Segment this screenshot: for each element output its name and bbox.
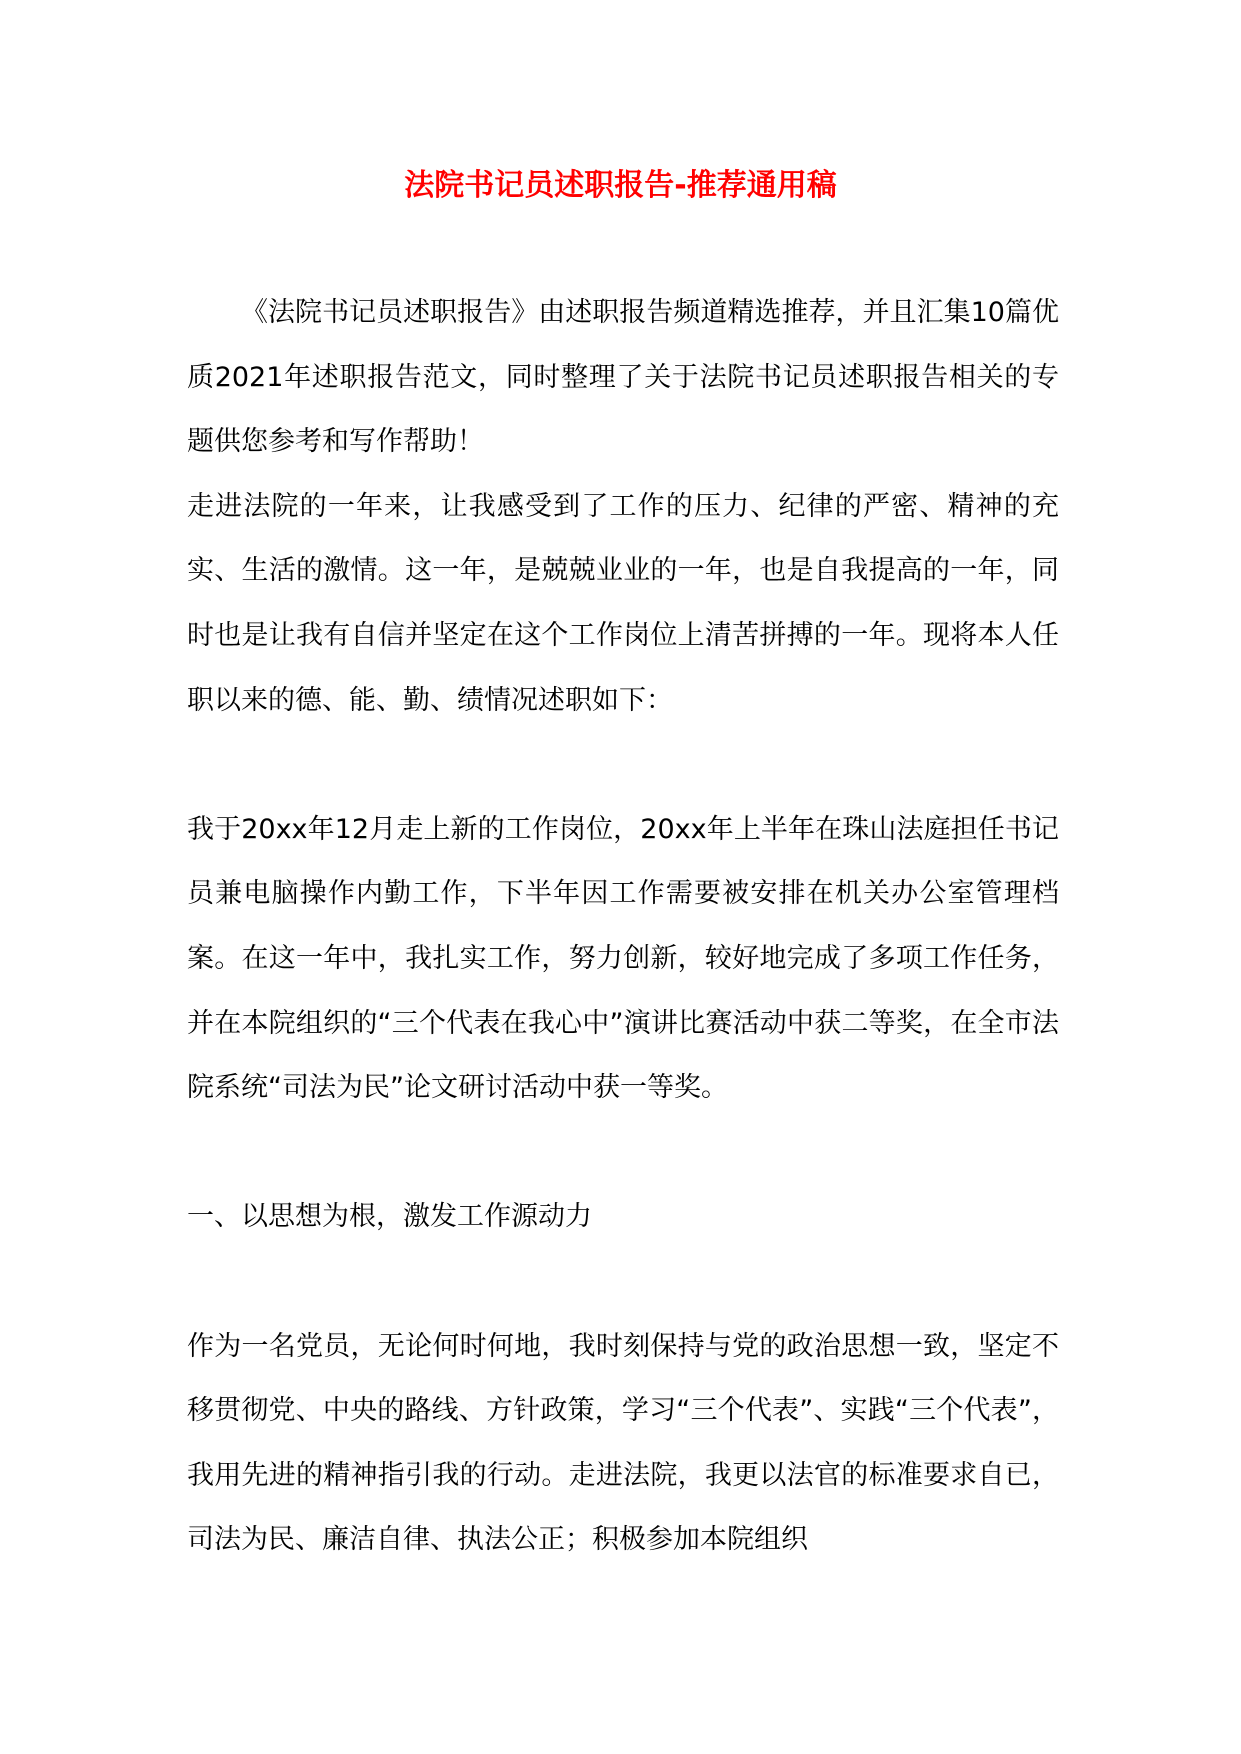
paragraph-spacer bbox=[187, 733, 1059, 798]
overview-paragraph: 走进法院的一年来，让我感受到了工作的压力、纪律的严密、精神的充实、生活的激情。这一年，是兢兢业业的一年，也是自我提高的一年，同时也是让我有自信并坚定在这个工作岗位上清苦拼搏的一年。现将本人任职以来的德、能、勤、绩情况述职如下： bbox=[187, 490, 1059, 716]
document-body bbox=[187, 281, 1059, 1573]
work-history-paragraph: 我于20xx年12月走上新的工作岗位，20xx年上半年在珠山法庭担任书记员兼电脑操作内勤工作，下半年因工作需要被安排在机关办公室管理档案。在这一年中，我扎实工作，努力创新，较好地完成了多项工作任务，并在本院组织的“三个代表在我心中”演讲比赛活动中获二等奖，在全市法院系统“司法为民”论文研讨活动中获一等奖。 bbox=[187, 813, 1059, 1104]
intro-paragraph: 《法院书记员述职报告》由述职报告频道精选推荐，并且汇集10篇优质2021年述职报告范文，同时整理了关于法院书记员述职报告相关的专题供您参考和写作帮助！ bbox=[187, 297, 1059, 458]
section-heading: 一、以思想为根，激发工作源动力 bbox=[187, 1201, 592, 1233]
paragraph-spacer bbox=[187, 1121, 1059, 1186]
paragraph-spacer bbox=[187, 1250, 1059, 1315]
section-body-paragraph: 作为一名党员，无论何时何地，我时刻保持与党的政治思想一致，坚定不移贯彻党、中央的路线、方针政策，学习“三个代表”、实践“三个代表”，我用先进的精神指引我的行动。走进法院，我更以法官的标准要求自已，司法为民、廉洁自律、执法公正；积极参加本院组织 bbox=[187, 1330, 1059, 1556]
document-title: 法院书记员述职报告-推荐通用稿 bbox=[404, 168, 837, 203]
